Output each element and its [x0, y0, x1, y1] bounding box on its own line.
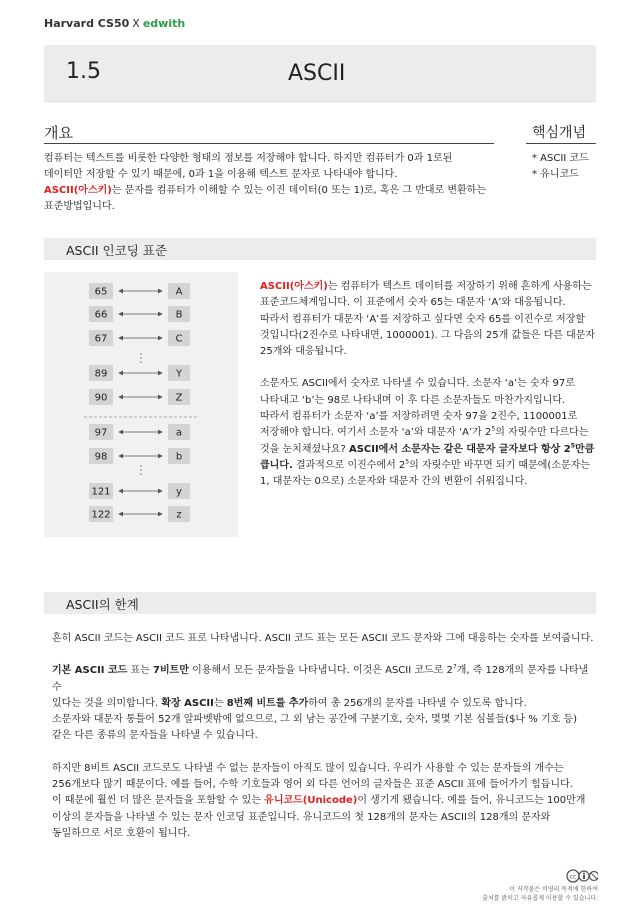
key-concept-item: * 유니코드 [532, 169, 579, 180]
text-line: ASCII(아스키)는 컴퓨터가 텍스트 데이터를 저장하기 위해 흔하게 사용하는 [260, 281, 592, 292]
overview-line: 표준방법입니다. [44, 201, 115, 212]
text-line: 나타내고 ‘b’는 98로 나타내며 이 후 다른 소문자들도 마찬가지입니다. [260, 394, 566, 406]
key-concept-item: * ASCII 코드 [532, 153, 589, 164]
mapping-svg [44, 272, 238, 537]
ascii-code-label: 65 [94, 286, 108, 298]
text-line: 기본 ASCII 코드 표는 7비트만 이용해서 모든 문자들을 나타냅니다. 이것은 ASCII 코드로 $2^7$개, 즉 128개의 문자를 나타낼 수 [52, 663, 589, 693]
text-line: 저장해야 합니다. 여기서 소문자 ‘a’와 대문자 ‘A’가 $2^5$의 자릿수만 다르다는 [260, 426, 589, 439]
text-line: 따라서 컴퓨터가 대문자 ‘A’를 저장하고 싶다면 숫자 65를 이진수로 저장할 [260, 313, 586, 325]
ascii-code-label: 122 [91, 509, 111, 521]
text-line: 25개와 대응됩니다. [260, 346, 347, 358]
overview-heading: 개요 [44, 124, 73, 142]
character-label: z [176, 509, 182, 521]
character-label: y [176, 486, 182, 498]
section-heading: ASCII 인코딩 표준 [66, 243, 167, 258]
text-line: 있다는 것을 의미합니다. 확장 ASCII는 8번째 비트를 추가하여 총 256개의 문자를 나타낼 수 있도록 합니다. [52, 697, 527, 709]
ascii-term: ASCII(아스키) [260, 281, 328, 292]
key-concepts-divider [526, 143, 596, 144]
mapping-row [89, 306, 190, 322]
key-concepts-heading: 핵심개념 [532, 125, 587, 141]
section-band-limits [44, 592, 596, 614]
text-line: 큽니다. 결과적으로 이진수에서 $2^5$의 자릿수만 바꾸면 되기 때문에(소문자는 [260, 458, 590, 471]
vertical-ellipsis-2 [140, 465, 142, 475]
limits-text [52, 631, 596, 842]
overview-text [44, 151, 496, 215]
mapping-row [89, 483, 190, 499]
license-line: 출처를 밝히고 자유롭게 이용할 수 있습니다. [482, 895, 598, 902]
ascii-code-label: 97 [94, 427, 108, 439]
character-label: A [175, 286, 183, 298]
ascii-code-label: 67 [94, 333, 108, 345]
collab-x: X [132, 17, 140, 30]
encoding-text [260, 279, 596, 491]
mapping-row [89, 424, 190, 440]
section-band-encoding [44, 238, 596, 260]
text-line: 동일하므로 서로 호환이 됩니다. [52, 827, 191, 839]
character-label: B [175, 309, 183, 321]
ascii-code-label: 89 [94, 368, 108, 380]
title-band [44, 45, 596, 103]
text-line: 것을 눈치채셨나요? ASCII에서 소문자는 같은 대문자 글자보다 항상 $2^5$만큼 [260, 442, 595, 455]
svg-text:cc: cc [569, 873, 577, 881]
character-label: b [175, 451, 183, 463]
mapping-row [89, 283, 190, 299]
text-line: 소문자도 ASCII에서 숫자로 나타낼 수 있습니다. 소문자 ‘a’는 숫자 97로 [260, 378, 575, 390]
ascii-code-label: 90 [94, 392, 108, 404]
ascii-code-label: 66 [94, 309, 108, 321]
text-line: 하지만 8비트 ASCII 코드로도 나타낼 수 없는 문자들이 아직도 많이 있습니다. 우리가 사용할 수 있는 문자들의 개수는 [52, 762, 564, 774]
ascii-code-label: 121 [91, 486, 111, 498]
character-label: a [175, 427, 183, 439]
vertical-ellipsis-1 [140, 353, 142, 363]
text-line: 같은 다른 종류의 문자들을 나타낼 수 있습니다. [52, 730, 258, 742]
page-title: ASCII [288, 61, 346, 86]
course-name: Harvard CS50 [44, 17, 130, 30]
lesson-number: 1.5 [66, 59, 101, 84]
license-line: 이 저작물은 비영리 목적에 한하여 [509, 886, 598, 893]
character-label: Z [175, 392, 183, 404]
text-line: 이 때문에 훨씬 더 많은 문자들을 포함할 수 있는 유니코드(Unicode)이 생기게 됐습니다. 예를 들어, 유니코드는 100만개 [52, 795, 586, 807]
text-line: 것입니다(2진수로 나타내면, 1000001). 그 다음의 25개 값들은 다른 대문자 [260, 329, 596, 341]
overview-line: 데이터만 저장할 수 있기 때문에, 0과 1을 이용해 텍스트 문자로 나타내야 합니다. [44, 169, 398, 180]
mapping-row [89, 389, 190, 405]
text-line: 따라서 컴퓨터가 소문자 ‘a’를 저장하려면 숫자 97을 2진수, 1100001로 [260, 411, 578, 423]
ascii-mapping-diagram [44, 272, 238, 537]
ascii-code-label: 98 [94, 451, 108, 463]
text-line: 1, 대문자는 0으로) 소문자와 대문자 간의 변환이 쉬워집니다. [260, 476, 528, 488]
ascii-term: ASCII(아스키) [44, 185, 112, 196]
text-line: 소문자와 대문자 통틀어 52개 알파벳밖에 없으므로, 그 외 남는 공간에 구분기호, 숫자, 몇몇 기본 심볼들($나 % 기호 등) [52, 714, 578, 726]
unicode-term: 유니코드(Unicode) [264, 795, 358, 807]
mapping-row [89, 365, 190, 381]
overview-divider [44, 143, 494, 144]
text-line: 이상의 문자들을 나타낼 수 있는 문자 인코딩 표준입니다. 유니코드의 첫 128개의 문자는 ASCII의 128개의 문자와 [52, 811, 551, 823]
mapping-row [89, 448, 190, 464]
text-line: 256개보다 많기 때문이다. 예를 들어, 수학 기호들과 영어 외 다른 언어의 글자들은 표준 ASCII 표에 들어가기 힘듭니다. [52, 779, 573, 791]
overview-line: ASCII(아스키)는 문자를 컴퓨터가 이해할 수 있는 이진 데이터(0 또는 1)로, 혹은 그 반대로 변환하는 [44, 185, 486, 196]
mapping-row [89, 506, 190, 522]
text-line: 흔히 ASCII 코드는 ASCII 코드 표로 나타냅니다. ASCII 코드 표는 모든 ASCII 코드 문자와 그에 대응하는 숫자를 보여줍니다. [52, 633, 594, 644]
section-heading: ASCII의 한계 [66, 597, 139, 612]
character-label: C [175, 333, 183, 345]
partner-logo: edwith [142, 17, 186, 30]
license-note [482, 885, 598, 903]
text-line: 표준코드체계입니다. 이 표준에서 숫자 65는 대문자 ‘A’와 대응됩니다. [260, 297, 566, 309]
key-concepts-list [532, 151, 589, 183]
course-header [44, 17, 185, 30]
mapping-row [89, 330, 190, 346]
character-label: Y [175, 368, 183, 380]
overview-line: 컴퓨터는 텍스트를 비롯한 다양한 형태의 정보를 저장해야 합니다. 하지만 컴퓨터가 0과 1로된 [44, 153, 453, 164]
